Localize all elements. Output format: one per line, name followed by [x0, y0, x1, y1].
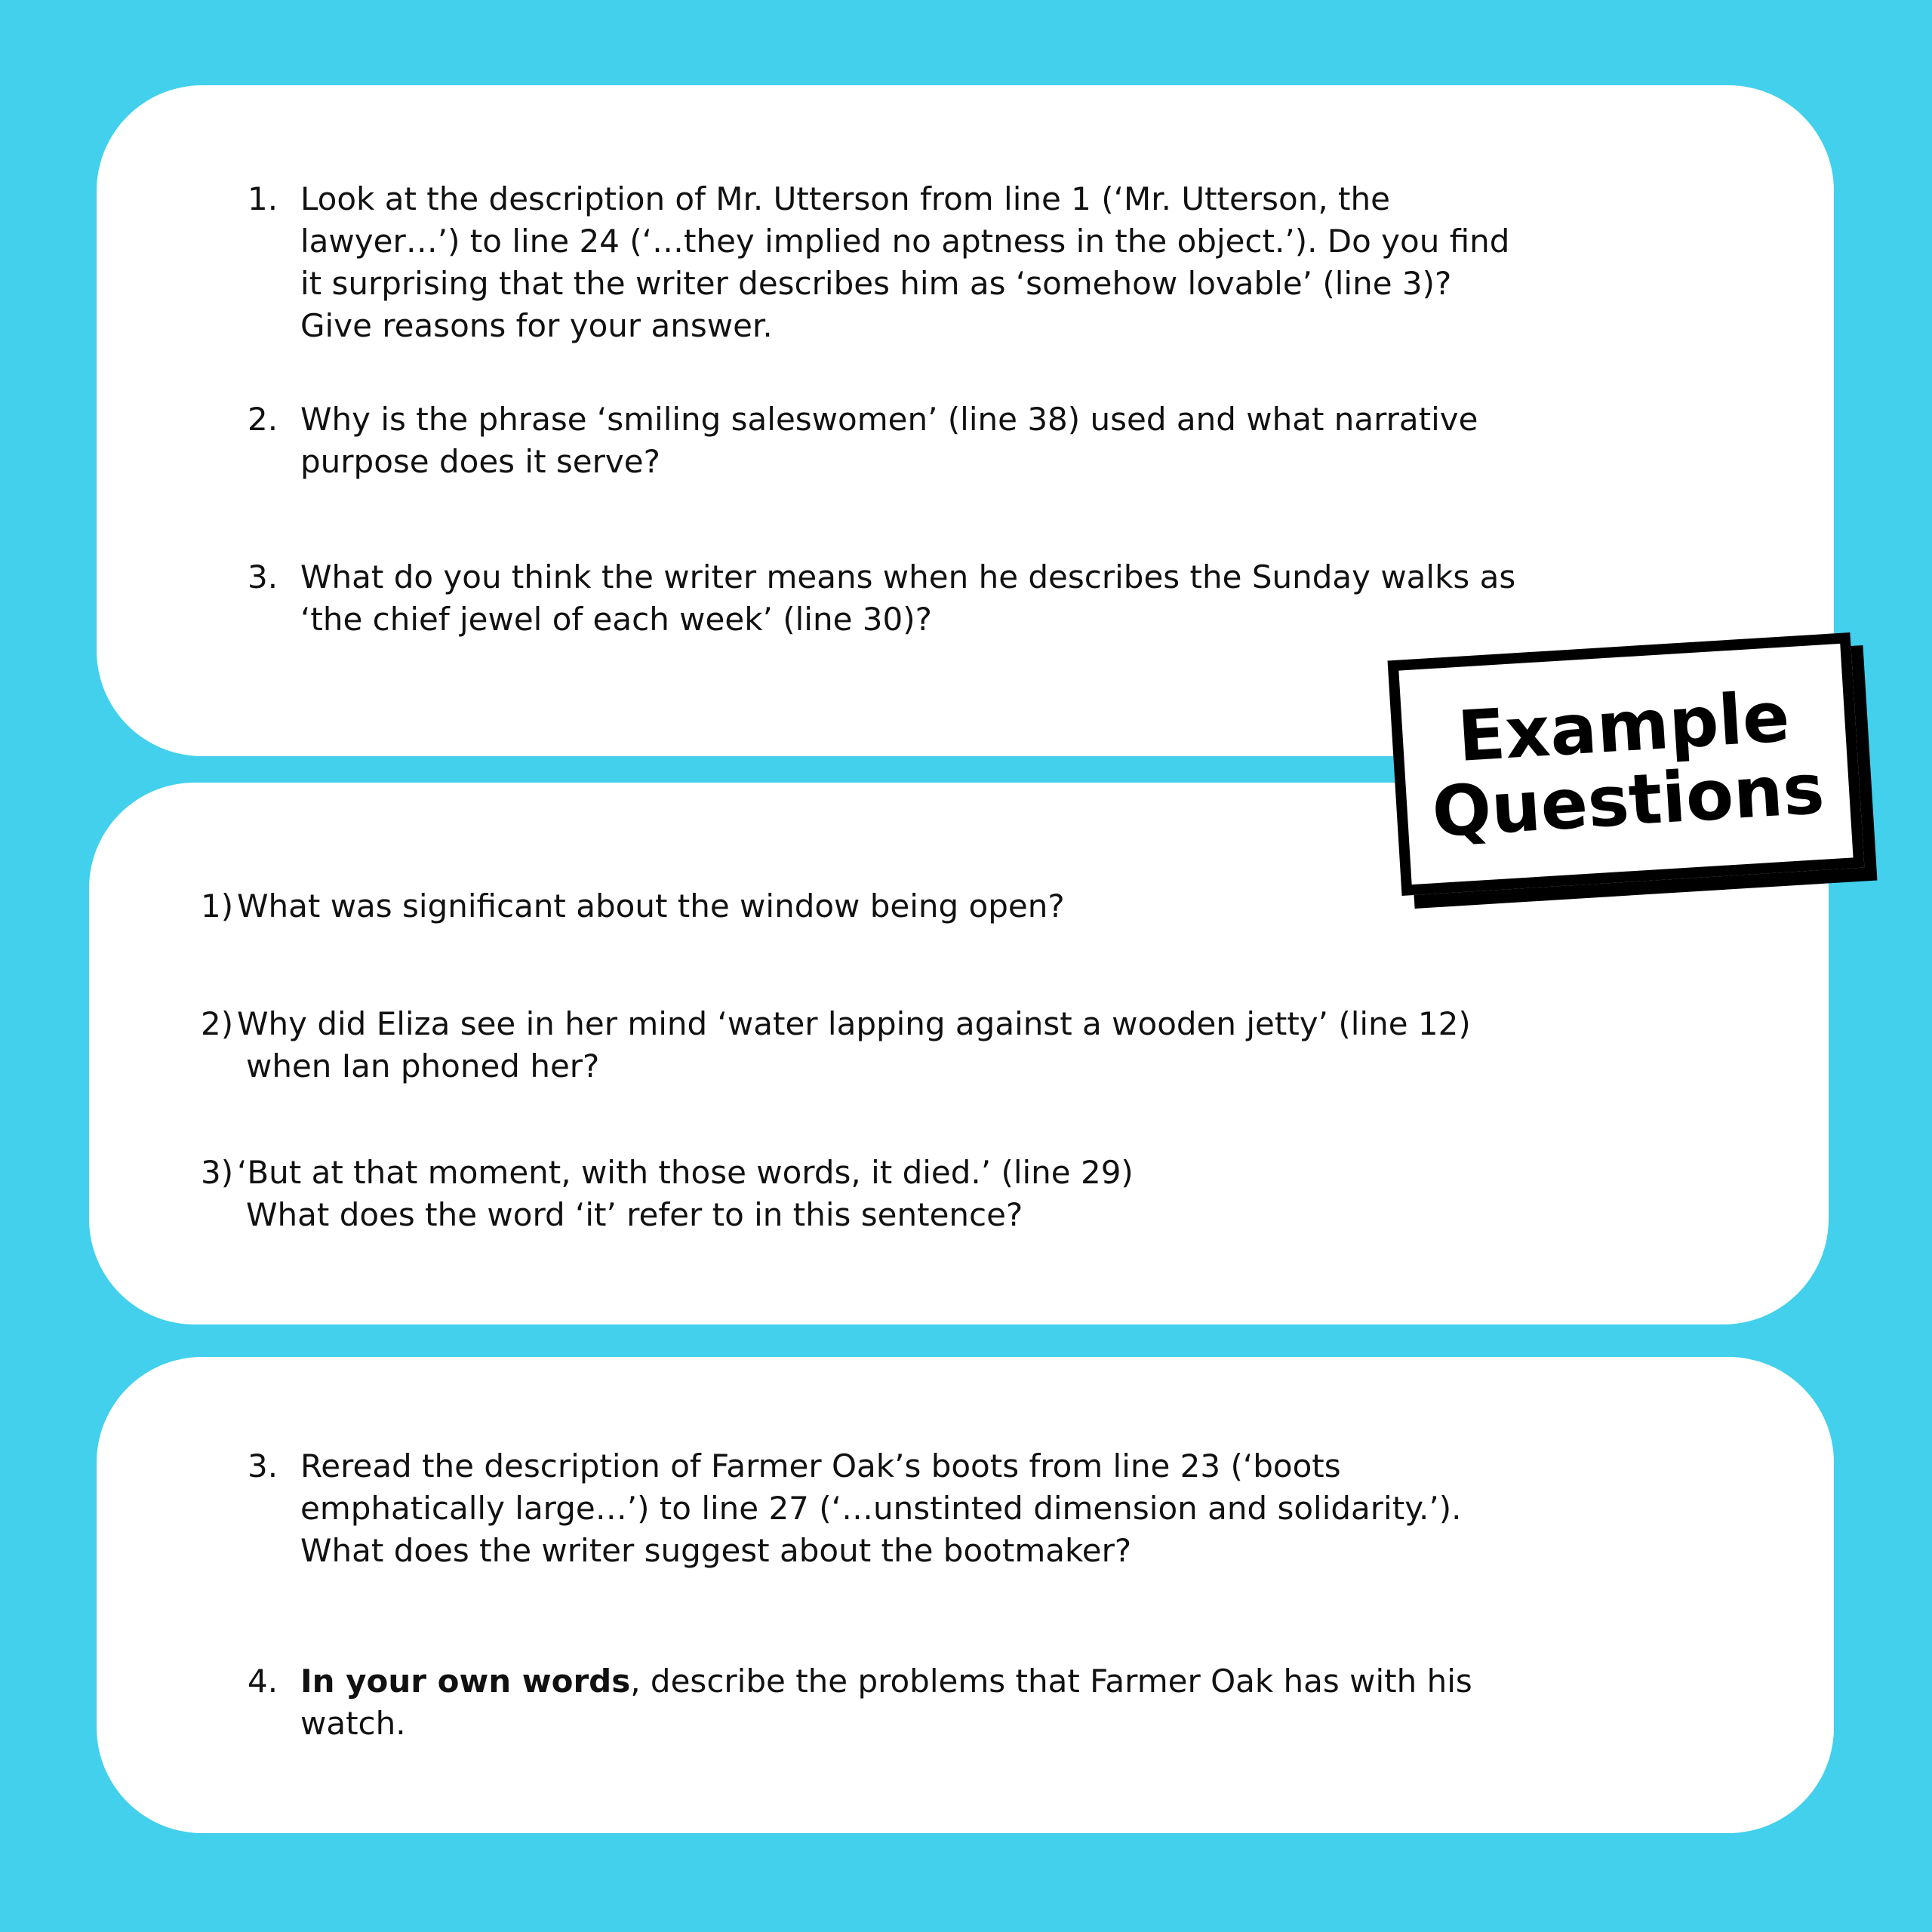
question-number: 2.: [248, 401, 278, 438]
question-number: 1): [201, 888, 234, 924]
question-number: 2): [201, 1005, 234, 1042]
question-text: What was significant about the window being open?: [237, 888, 1065, 924]
question-text-rest: , describe the problems that Farmer Oak has with his watch.: [300, 1663, 1472, 1742]
question-text: Why is the phrase ‘smiling saleswomen’ (line 38) used and what narrative purpose does it serve?: [300, 401, 1478, 480]
question-item: [248, 398, 1531, 483]
question-text: Look at the description of Mr. Utterson from line 1 (‘Mr. Utterson, the lawyer…’) to line 24 (‘…they implied no aptness in the object.’). Do you find it surprising that the writer describes him as ‘somehow lovable’ (line 3)? Give reasons for your answer.: [300, 180, 1510, 344]
label-box: [1388, 632, 1865, 896]
question-text: [248, 1660, 1531, 1745]
question-number: 3.: [248, 1447, 278, 1484]
question-text: Why did Eliza see in her mind ‘water lapping against a wooden jetty’ (line 12) when Ian phoned her?: [237, 1005, 1471, 1084]
label-line-1: Example: [1455, 676, 1792, 777]
label-line-2: Questions: [1429, 748, 1827, 854]
question-item: [248, 1660, 1531, 1745]
question-emphasis: In your own words: [300, 1663, 631, 1700]
question-number: 3): [201, 1154, 234, 1191]
question-number: 3.: [248, 558, 278, 595]
question-item: [248, 178, 1531, 347]
question-item: [248, 1445, 1531, 1572]
question-number: 1.: [248, 180, 278, 217]
question-text: Reread the description of Farmer Oak’s boots from line 23 (‘boots emphatically large…’) to line 27 (‘…unstinted dimension and solidarity.’). What does the writer suggest about the bootmaker?: [300, 1447, 1462, 1569]
label-text: [1401, 676, 1851, 854]
question-item: [248, 556, 1531, 641]
question-text: What do you think the writer means when he describes the Sunday walks as ‘the chief jewel of each week’ (line 30)?: [300, 558, 1516, 638]
example-questions-label: [1388, 632, 1878, 909]
question-text: ‘But at that moment, with those words, it died.’ (line 29) What does the word ‘it’ refer to in this sentence?: [237, 1154, 1134, 1233]
question-number: 4.: [248, 1663, 278, 1700]
question-item: [201, 885, 1559, 928]
question-item: [201, 1152, 1559, 1236]
question-card-3: [97, 1357, 1834, 1833]
question-item: [201, 1003, 1559, 1088]
